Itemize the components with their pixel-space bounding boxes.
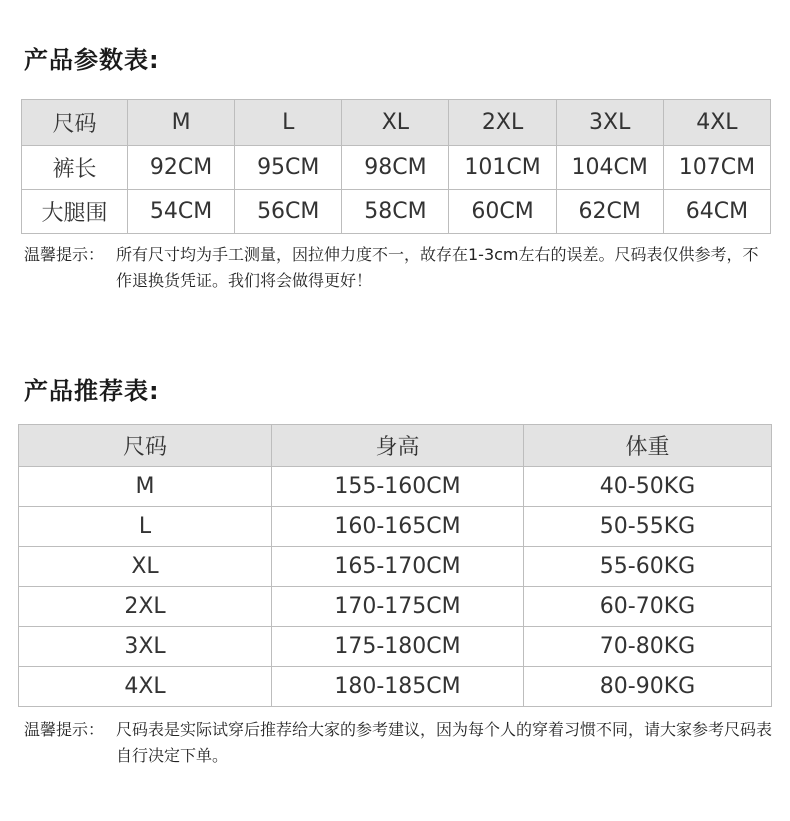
params-table-title: 产品参数表: xyxy=(24,46,160,74)
params-header-cell: 3XL xyxy=(556,100,663,146)
recommend-header-cell: 身高 xyxy=(272,425,524,467)
table-cell: 58CM xyxy=(342,190,449,234)
table-cell: 165-170CM xyxy=(272,547,524,587)
table-cell: 92CM xyxy=(128,146,235,190)
note-label: 温馨提示： xyxy=(24,245,105,264)
table-cell: 104CM xyxy=(556,146,663,190)
params-header-cell: L xyxy=(235,100,342,146)
table-row xyxy=(19,627,772,667)
row-label-cell: 裤长 xyxy=(22,146,128,190)
params-header-row xyxy=(22,100,771,146)
table-row xyxy=(19,467,772,507)
table-row xyxy=(19,587,772,627)
table-cell: XL xyxy=(19,547,272,587)
table-cell: 60CM xyxy=(449,190,556,234)
table-cell: 2XL xyxy=(19,587,272,627)
note-text: 所有尺寸均为手工测量，因拉伸力度不一，故存在1-3cm左右的误差。尺码表仅供参考，不作退换货凭证。我们将会做得更好！ xyxy=(116,245,759,290)
product-params-table xyxy=(21,99,771,234)
params-header-cell: 尺码 xyxy=(22,100,128,146)
note-text: 尺码表是实际试穿后推荐给大家的参考建议，因为每个人的穿着习惯不同，请大家参考尺码表自行决定下单。 xyxy=(116,720,773,765)
note-label: 温馨提示： xyxy=(24,720,105,739)
table-cell: 55-60KG xyxy=(524,547,772,587)
recommend-header-cell: 尺码 xyxy=(19,425,272,467)
table-cell: 64CM xyxy=(663,190,770,234)
table-cell: 3XL xyxy=(19,627,272,667)
product-recommend-table xyxy=(18,424,772,707)
table-cell: 4XL xyxy=(19,667,272,707)
table-cell: 50-55KG xyxy=(524,507,772,547)
table-cell: 80-90KG xyxy=(524,667,772,707)
table-cell: 95CM xyxy=(235,146,342,190)
table-cell: 175-180CM xyxy=(272,627,524,667)
table-row xyxy=(19,547,772,587)
table-cell: 107CM xyxy=(663,146,770,190)
recommend-header-row xyxy=(19,425,772,467)
table-row xyxy=(22,146,771,190)
row-label-cell: 大腿围 xyxy=(22,190,128,234)
table-cell: M xyxy=(19,467,272,507)
table-cell: 160-165CM xyxy=(272,507,524,547)
table-row xyxy=(19,667,772,707)
table-cell: 155-160CM xyxy=(272,467,524,507)
table-cell: 40-50KG xyxy=(524,467,772,507)
recommend-header-cell: 体重 xyxy=(524,425,772,467)
table-cell: 101CM xyxy=(449,146,556,190)
table-row xyxy=(22,190,771,234)
params-header-cell: 4XL xyxy=(663,100,770,146)
table-cell: 170-175CM xyxy=(272,587,524,627)
table-cell: 180-185CM xyxy=(272,667,524,707)
table-cell: 98CM xyxy=(342,146,449,190)
params-header-cell: XL xyxy=(342,100,449,146)
table-cell: 62CM xyxy=(556,190,663,234)
params-header-cell: M xyxy=(128,100,235,146)
params-header-cell: 2XL xyxy=(449,100,556,146)
table-cell: L xyxy=(19,507,272,547)
table-row xyxy=(19,507,772,547)
table-cell: 56CM xyxy=(235,190,342,234)
table-cell: 54CM xyxy=(128,190,235,234)
recommend-table-title: 产品推荐表: xyxy=(24,377,160,405)
table-cell: 60-70KG xyxy=(524,587,772,627)
table-cell: 70-80KG xyxy=(524,627,772,667)
